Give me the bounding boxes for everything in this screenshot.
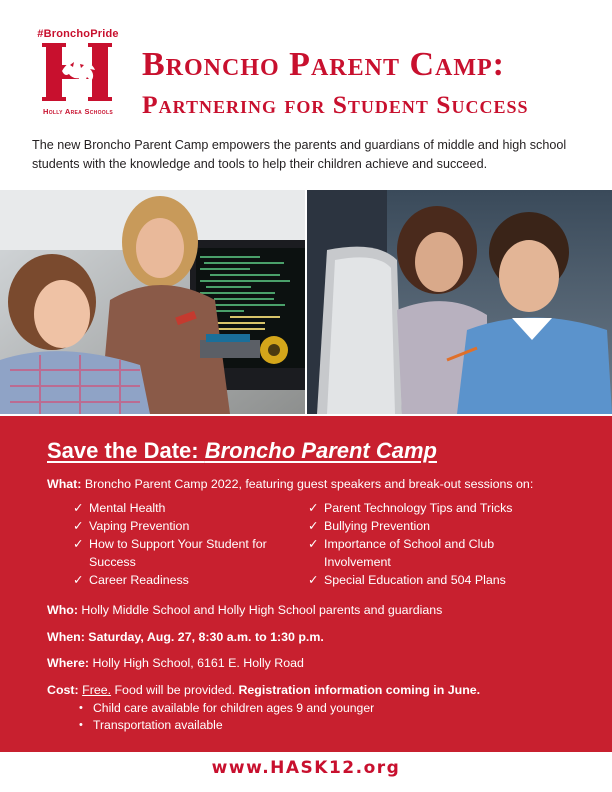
- when-text: Saturday, Aug. 27, 8:30 a.m. to 1:30 p.m.: [84, 630, 324, 644]
- logo-school-name: Holly Area Schools: [43, 107, 113, 116]
- save-the-date-heading: [47, 438, 437, 464]
- cost-free: Free.: [82, 683, 112, 697]
- cost-label: Cost:: [47, 683, 79, 697]
- what-line: [47, 477, 533, 491]
- website-link[interactable]: www.HASK12.org: [211, 758, 401, 778]
- who-text: Holly Middle School and Holly High School parents and guardians: [77, 603, 443, 617]
- checkmark-icon: ✓: [308, 573, 319, 587]
- list-item: ✓ Mental Health: [73, 501, 166, 515]
- list-item: ✓ How to Support Your Student for Success: [73, 537, 267, 569]
- photo-boy-laptop: [307, 190, 612, 414]
- list-item: ✓ Parent Technology Tips and Tricks: [308, 501, 513, 515]
- list-item: ✓ Importance of School and Club Involvement: [308, 537, 495, 569]
- checkmark-icon: ✓: [73, 537, 84, 551]
- when-label: When:: [47, 630, 85, 644]
- save-title-event-name: Broncho Parent Camp: [204, 438, 437, 463]
- checkmark-icon: ✓: [308, 519, 319, 533]
- cost-food: Food will be provided.: [111, 683, 239, 697]
- who-line: [47, 603, 442, 617]
- checkmark-icon: ✓: [73, 573, 84, 587]
- intro-paragraph: The new Broncho Parent Camp empowers the parents and guardians of middle and high school students with the knowledge and tools to help their children achieve and succeed.: [32, 138, 567, 171]
- list-item: ✓ Career Readiness: [73, 573, 189, 587]
- cost-registration: Registration information coming in June.: [238, 683, 481, 697]
- page-subtitle: Partnering for Student Success: [142, 90, 529, 119]
- list-item: • Transportation available: [79, 718, 223, 732]
- checkmark-icon: ✓: [73, 519, 84, 533]
- who-label: Who:: [47, 603, 78, 617]
- page-title: Broncho Parent Camp:: [142, 46, 505, 83]
- list-item: ✓ Bullying Prevention: [308, 519, 431, 533]
- what-text: Broncho Parent Camp 2022, featuring guest speakers and break-out sessions on:: [81, 477, 534, 491]
- topics-list-left: [73, 499, 283, 589]
- extras-list: [79, 700, 374, 734]
- list-item: • Child care available for children ages 9 and younger: [79, 701, 375, 715]
- topics-list-right: [308, 499, 538, 589]
- photo-strip: [0, 190, 612, 414]
- checkmark-icon: ✓: [308, 501, 319, 515]
- event-details-panel: [0, 416, 612, 752]
- cost-line: [47, 683, 480, 697]
- where-text: Holly High School, 6161 E. Holly Road: [89, 656, 304, 670]
- bullet-icon: •: [79, 719, 83, 731]
- list-item: ✓ Special Education and 504 Plans: [308, 573, 506, 587]
- where-label: Where:: [47, 656, 89, 670]
- broncho-h-mark-icon: [40, 41, 114, 103]
- what-label: What:: [47, 477, 82, 491]
- logo-hashtag: #BronchoPride: [37, 28, 119, 40]
- checkmark-icon: ✓: [73, 501, 84, 515]
- where-line: [47, 656, 304, 670]
- photo-girl-robotics: [0, 190, 305, 414]
- bullet-icon: •: [79, 702, 83, 714]
- list-item: ✓ Vaping Prevention: [73, 519, 190, 533]
- save-title-prefix: Save the Date:: [47, 438, 205, 463]
- when-line: [47, 630, 324, 644]
- school-logo: [24, 28, 132, 120]
- checkmark-icon: ✓: [308, 537, 319, 551]
